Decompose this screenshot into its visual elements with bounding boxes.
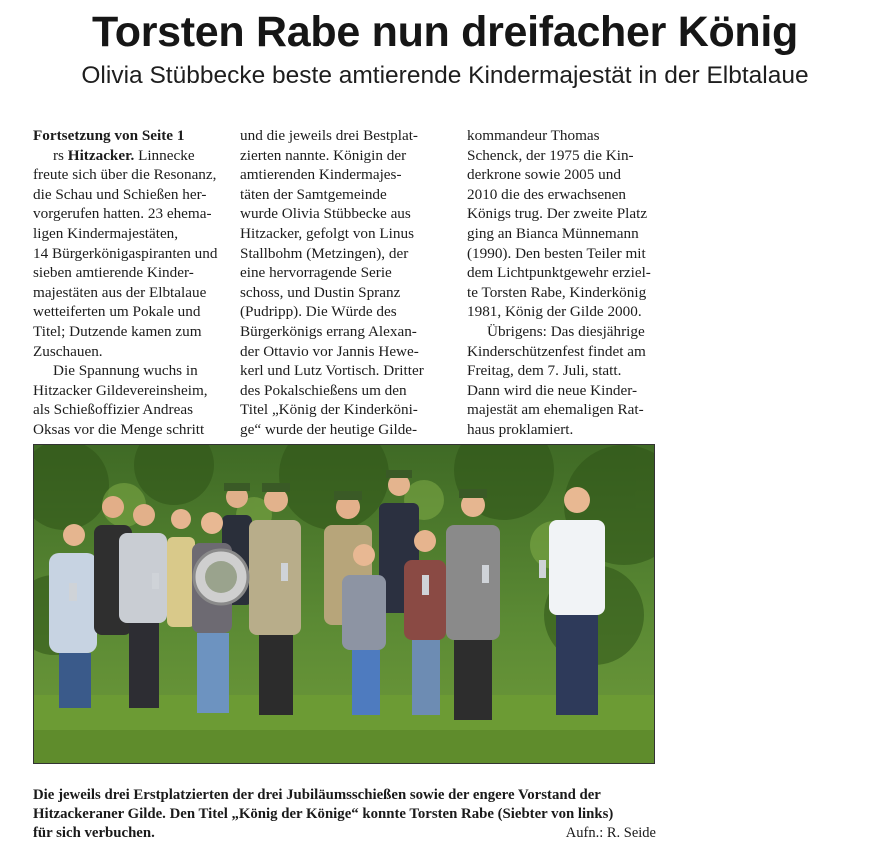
article-column-2 xyxy=(240,126,440,440)
group-photo xyxy=(33,444,655,764)
column-line: Bürgerkönigs errang Alexan- xyxy=(240,322,417,340)
column-line: te Torsten Rabe, Kinderkönig xyxy=(467,283,647,301)
article-column-1 xyxy=(33,126,233,440)
column-line: Die Spannung wuchs in xyxy=(53,362,198,380)
caption-line: Die jeweils drei Erstplatzierten der drei Jubiläumsschießen sowie der engere Vorstand der xyxy=(33,787,601,803)
column-line: Titel „König der Kinderköni- xyxy=(240,401,418,419)
column-line: (1990). Den besten Teiler mit xyxy=(467,244,646,262)
column-line: Freitag, dem 7. Juli, statt. xyxy=(467,362,622,380)
subheadline: Olivia Stübbecke beste amtierende Kindermajestät in der Elbtalaue xyxy=(81,62,809,89)
dateline-place: Hitzacker. xyxy=(67,146,135,164)
column-line: majestät am ehemaligen Rat- xyxy=(467,401,644,419)
column-line: Hitzacker Gildevereinsheim, xyxy=(33,381,208,399)
column-line: ging an Bianca Münnemann xyxy=(467,224,639,242)
column-line: als Schießoffizier Andreas xyxy=(33,401,193,419)
column-line: Schenck, der 1975 die Kin- xyxy=(467,146,634,164)
column-line: Stallbohm (Metzingen), der xyxy=(240,244,409,262)
column-line: Titel; Dutzende kamen zum xyxy=(33,322,202,340)
column-line: majestäten aus der Elbtalaue xyxy=(33,283,207,301)
column-line: dem Lichtpunktgewehr erziel- xyxy=(467,264,651,282)
column-line: haus proklamiert. xyxy=(467,420,574,438)
column-line: derkrone sowie 2005 und xyxy=(467,166,621,184)
headline: Torsten Rabe nun dreifacher König xyxy=(91,8,799,56)
column-line: schoss, und Dustin Spranz xyxy=(240,283,401,301)
column-line: eine hervorragende Serie xyxy=(240,264,392,282)
column-line: und die jeweils drei Bestplat- xyxy=(240,127,418,144)
column-line: sieben amtierende Kinder- xyxy=(33,264,194,282)
caption-line: Hitzackeraner Gilde. Den Titel „König der Könige“ konnte Torsten Rabe (Siebter von links) xyxy=(33,806,614,822)
column-line: (Pudripp). Die Würde des xyxy=(240,303,397,321)
column-line: ligen Kindermajestäten, xyxy=(33,224,179,242)
column-line: Kinderschützenfest findet am xyxy=(467,342,646,360)
column-line: der Ottavio vor Jannis Hewe- xyxy=(240,342,419,360)
column-line: vorgerufen hatten. 23 ehema- xyxy=(33,205,212,223)
column-line: kommandeur Thomas xyxy=(467,127,600,144)
column-line-text: Linnecke xyxy=(134,146,195,164)
column-line: wetteiferten um Pokale und xyxy=(33,303,201,321)
column-line: freute sich über die Resonanz, xyxy=(33,166,217,184)
column-line: ge“ wurde der heutige Gilde- xyxy=(240,420,418,438)
article-column-3 xyxy=(467,126,667,440)
column-line: kerl und Lutz Vortisch. Dritter xyxy=(240,362,424,380)
column-line: zierten nannte. Königin der xyxy=(240,146,407,164)
dateline-prefix: rs xyxy=(53,146,68,164)
column-line: Zuschauen. xyxy=(33,342,103,360)
continuation-note: Fortsetzung von Seite 1 xyxy=(33,127,185,144)
photo-caption xyxy=(33,786,658,843)
column-line: Oksas vor die Menge schritt xyxy=(33,420,205,438)
column-line: Hitzacker, gefolgt von Linus xyxy=(240,224,414,242)
column-line: amtierenden Kindermajes- xyxy=(240,166,402,184)
column-line: des Pokalschießens um den xyxy=(240,381,407,399)
column-line: Königs trug. Der zweite Platz xyxy=(467,205,648,223)
column-line: täten der Samtgemeinde xyxy=(240,185,387,203)
column-line: Dann wird die neue Kinder- xyxy=(467,381,638,399)
column-line: Übrigens: Das diesjährige xyxy=(487,322,645,340)
caption-line: für sich verbuchen. xyxy=(33,825,155,841)
group-photo-illustration xyxy=(34,445,654,763)
column-line: wurde Olivia Stübbecke aus xyxy=(240,205,411,223)
column-line: 2010 die des erwachsenen xyxy=(467,185,626,203)
column-line: 1981, König der Gilde 2000. xyxy=(467,303,642,321)
column-line: 14 Bürgerkönigaspiranten und xyxy=(33,244,218,262)
photo-credit: Aufn.: R. Seide xyxy=(565,825,656,841)
column-line xyxy=(33,146,233,166)
column-line: die Schau und Schießen her- xyxy=(33,185,207,203)
